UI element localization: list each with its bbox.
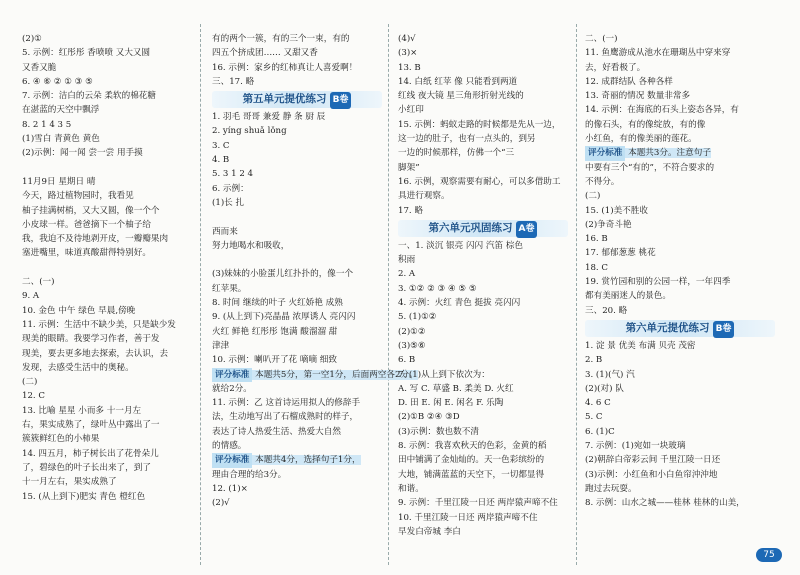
scoring-standard-label: 评分标准 [212,453,252,467]
answer-line: 十一月左右，果实成熟了 [22,477,117,488]
answer-line: 今天，路过植物园时，我看见 [22,191,134,202]
answer-line: 11月9日 星期日 晴 [22,176,96,187]
answer-line: 表达了诗人热爱生活、热爱大自然 [212,426,341,437]
section-badge: A卷 [516,221,538,238]
answer-line [212,210,382,224]
answer-line: (2)(对) 队 [585,383,624,394]
answer-line: 11. 示例：乙 这首诗运用拟人的修辞手 [212,398,361,409]
answer-line: D. 田 E. 闲 E. 闲名 F. 乐陶 [398,398,504,409]
answer-line: (3)妹妹的小脸蛋儿红扑扑的，像一个 [212,269,354,280]
scoring-standard-label: 评分标准 [212,368,252,382]
answer-line: 15. 示例：蚂蚁走路的时候都是先从一边， [398,119,561,130]
answer-line: 10. 示例：喇叭开了花 嘀嘀 细致 [212,355,337,366]
answer-line: 跑过去玩耍。 [585,483,637,494]
section-badge: B卷 [713,321,735,338]
answer-line: (3)× [398,48,418,59]
answer-line: 三、17. 略 [212,76,255,87]
answer-line: 10. 金色 中午 绿色 早晨,傍晚 [22,305,136,316]
answer-line: 5. 3 1 2 4 [212,169,253,180]
answer-line: 7. 示例：(1)宛如一块玻璃 [585,441,686,452]
answer-line: 3. C [212,140,230,151]
answer-line: 19. 赏竹园和别的公园一样，一年四季 [585,277,731,288]
answer-line: 二、(一) [22,277,55,288]
answer-line: 具进行观察。 [398,191,450,202]
answer-line: 田中铺满了金灿灿的。天一色彩缤纷的 [398,455,545,466]
answer-line: 4. 6 C [585,398,611,409]
page-number: 75 [756,548,782,562]
answer-line: 8. 2 1 4 3 5 [22,119,72,130]
scoring-standard-text: 本题共4分，选择句子1分， [252,455,361,466]
section-title-text: 第六单元提优练习 [625,321,710,334]
answer-line: 5. (1)①② [398,312,437,323]
section-title-a6 [398,220,568,237]
answer-line: 9. 示例：千里江陵一日还 两岸猿声啼不住 [398,498,558,509]
answer-column-1 [22,32,192,504]
answer-line: 5. C [585,412,603,423]
answer-line: 10. 千里江陵一日还 两岸猿声啼不住 [398,512,538,523]
answer-line: 不得分。 [585,176,620,187]
answer-line: 都有美丽迷人的景色。 [585,291,671,302]
answer-line: 二、(一) [585,34,618,44]
answer-line: 6. ④ ⑥ ② ① ③ ⑤ [22,76,93,87]
answer-line: (二) [22,377,38,388]
answer-line: 去，好看极了。 [585,62,646,73]
answer-line: 15. (从上到下)肥实 青色 橙红色 [22,491,146,502]
answer-line: 13. 奇丽的情况 数量非常多 [585,91,691,102]
answer-line: 右，果实成熟了，绿叶丛中露出了一 [22,420,160,431]
answer-line: 14. 示例：在海底的石头上姿态各异，有 [585,105,739,116]
answer-line: 火红 鲜艳 红彤彤 饱满 酸溜溜 甜 [212,326,338,337]
answer-column-4 [585,32,775,511]
answer-line: 6. (1)C [585,426,615,437]
answer-line: 在湛蓝的天空中飘浮 [22,105,100,116]
column-divider [576,24,577,565]
answer-line: (2)① [22,34,42,44]
answer-line: 7. 示例：洁白的云朵 柔软的棉花糖 [22,91,156,102]
answer-line: 柚子挂满树梢，又大又圆，像一个个 [22,205,160,216]
answer-line: (2)示例：闻一闻 尝一尝 用手摸 [22,148,143,159]
answer-line: 努力地喝水和吸收， [212,240,290,251]
answer-line: 红线 夜大镜 星三角形折射光线的 [398,91,524,102]
scoring-standard-text: 本题共3分。注意句子 [625,148,711,159]
answer-line: 9. A [22,291,40,302]
answer-line: 塞进嘴里，味道真酸甜得特别好。 [22,248,151,259]
answer-line: (3)示例：小红鱼和小白鱼帘沖沖地 [585,469,718,480]
answer-line: 有的两个一簇，有的三个一束，有的 [212,34,350,44]
answer-line: (4)√ [398,34,416,44]
answer-line: 小红印 [398,105,424,116]
answer-line [212,253,382,267]
answer-line: 红苹果。 [212,283,247,294]
answer-line: 现美的眼睛。我要学习作者，善于发 [22,334,160,345]
answer-line: 我，我迫不及待地剥开皮，一瓣瓣果肉 [22,234,169,245]
scoring-standard-text: 本题共5分，第一空1分，后面两空各2分。 [252,369,418,380]
scoring-standard [585,146,775,160]
answer-line: 13. B [398,62,421,73]
answer-line: 8. 示例：山水之城——桂林 桂林的山美， [585,498,745,509]
answer-line: 6. B [398,355,416,366]
answer-line: 就给2分。 [212,383,252,394]
answer-line: 四五个挤成团…… 又甜又香 [212,48,318,59]
section-badge: B卷 [330,92,352,109]
answer-line: 津津 [212,340,230,351]
answer-line: 和谐。 [398,483,424,494]
answer-line: (2)朝辞白帝彩云间 千里江陵一日还 [585,455,721,466]
answer-line: (3)⑤⑥ [398,340,426,351]
answer-column-3 [398,32,568,539]
scoring-standard [212,453,382,467]
answer-line: 4. 示例：火红 青色 挺拔 亮闪闪 [398,298,521,309]
answer-line: 1. 淀 景 优美 布满 贝壳 茂密 [585,340,696,351]
answer-line: 11. 鱼鹰游成从池水在珊瑚丛中穿来穿 [585,48,731,59]
answer-line: 的情感。 [212,441,247,452]
answer-line: 3. ①② ② ③ ④ ⑤ ⑤ [398,283,477,294]
answer-line: 早发白帝城 李白 [398,526,461,537]
answer-line: 1. 羽毛 哥哥 兼爱 静 条 厨 辰 [212,112,326,123]
answer-line: A. 写 C. 草盛 B. 柔美 D. 火红 [398,383,514,394]
answer-line: 了，碧绿色的叶子长出来了，到了 [22,462,151,473]
column-divider [388,24,389,565]
answer-line: 16. 示例：家乡的红柿真让人喜爱啊！ [212,62,358,73]
scoring-standard [212,368,418,382]
answer-line: 7. (1)从上到下依次为： [398,369,490,380]
answer-line: 西而来 [212,226,238,237]
answer-line: 2. B [585,355,603,366]
answer-line: 12. (1)× [212,483,248,494]
answer-line [22,161,192,175]
answer-line: (2)√ [212,498,230,509]
answer-line: 理由合理的给3分。 [212,469,287,480]
answer-line: 现美，要去更多地去探索，去认识，去 [22,348,169,359]
answer-line: 中要有三个“有的”，不符合要求的 [585,162,715,173]
answer-line: 14. 白纸 红苹 像 只能看到两道 [398,76,518,87]
answer-line: 17. 郁郁葱葱 桃花 [585,248,656,259]
answer-line: 发现，去感受生活中的奥秘。 [22,362,134,373]
answer-line: 13. 比喻 星星 小而多 十一月左 [22,405,142,416]
answer-line: 2. A [398,269,416,280]
section-title-text: 第五单元提优练习 [242,93,327,106]
answer-line: (3)示例：数也数不清 [398,426,479,437]
answer-line: 15. (1)美不胜收 [585,205,648,216]
answer-line: 2. yíng shuǎ lǒng [212,126,287,137]
answer-line: 三、20. 略 [585,305,628,316]
column-divider [200,24,201,565]
section-title-text: 第六单元巩固练习 [428,221,513,234]
answer-line [22,261,192,275]
answer-line: 积雨 [398,255,416,266]
answer-line: 8. 时间 继续的叶子 火红娇艳 成熟 [212,298,343,309]
answer-line: 一边的时候那样，仿佛一个“三 [398,148,515,159]
answer-line: (1)长 扎 [212,197,245,208]
answer-line: 11. 示例：生活中不缺少美，只是缺少发 [22,319,176,330]
answer-line: 16. 示例，观察需要有耐心，可以多借助工 [398,176,561,187]
answer-line: 脚架” [398,162,420,173]
answer-line: 5. 示例：红彤彤 香喷喷 又大又圆 [22,48,151,59]
answer-line: 大地，铺满蓝蓝的天空下，一切都显得 [398,469,545,480]
answer-line: 18. C [585,262,608,273]
answer-line: 12. 成群结队 各种各样 [585,76,673,87]
answer-line: 一、1. 淡沉 银亮 闪闪 汽笛 棕色 [398,240,523,251]
section-title-b6 [585,320,775,337]
answer-line: 小皮球一样。爸爸摘下一个柚子给 [22,219,151,230]
answer-line: 法，生动地写出了石榴成熟时的样子， [212,412,359,423]
answer-line: (2)争奇斗艳 [585,219,632,230]
answer-line: 12. C [22,391,45,402]
answer-line: 簇簇鲜红色的小柿果 [22,434,100,445]
answer-line: 小红鱼，有的像美丽的莲花。 [585,134,697,145]
answer-line: (二) [585,191,601,202]
answer-line: 4. B [212,155,230,166]
answer-line: 这一边的肚子，也有一点头的，到另 [398,134,536,145]
answer-line: 8. 示例：我喜欢秋天的色彩，金黄的稻 [398,441,547,452]
answer-line: 16. B [585,234,608,245]
answer-line: 的像石头，有的像绽放，有的像 [585,119,706,130]
scoring-standard-label: 评分标准 [585,146,625,160]
answer-line: 17. 略 [398,205,423,216]
answer-line: (2)①B ②④ ③D [398,412,460,423]
answer-line: 14. 四五月，柿子树长出了花骨朵儿 [22,448,159,459]
answer-line: (2)①② [398,326,426,337]
answer-line: 6. 示例： [212,183,249,194]
answer-line: 3. (1)(气) 汽 [585,369,635,380]
answer-line: (1)雪白 青黄色 黄色 [22,134,100,145]
section-title-b5 [212,91,382,108]
answer-line: 9. (从上到下)亮晶晶 浓厚诱人 亮闪闪 [212,312,356,323]
answer-line: 又香又脆 [22,62,57,73]
